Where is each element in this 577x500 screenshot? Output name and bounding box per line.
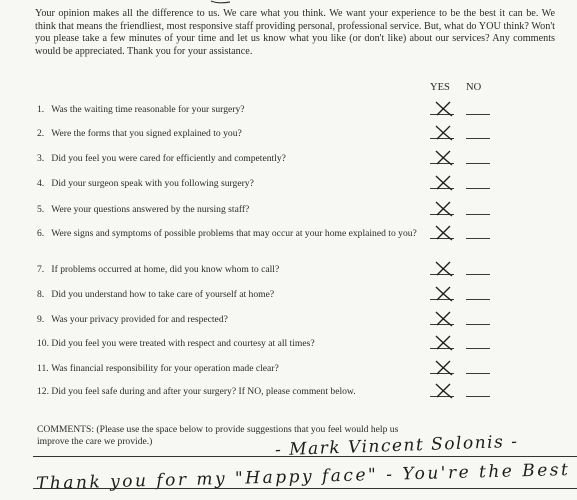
no-answer-blank[interactable] (466, 114, 490, 115)
comments-label: COMMENTS: (Please use the space below to provide suggestions that you feel would help us improve the care we provide.) (37, 424, 399, 447)
question-number: 4. (37, 178, 45, 189)
no-answer-blank[interactable] (466, 188, 490, 189)
question-row (37, 128, 417, 140)
question-row (37, 228, 417, 240)
question-row (37, 153, 417, 165)
x-check-mark (433, 124, 455, 142)
question-row (37, 363, 417, 375)
question-row (37, 289, 417, 301)
x-check-mark (433, 200, 455, 218)
x-check-mark (433, 310, 455, 328)
no-answer-blank[interactable] (466, 396, 490, 397)
question-number: 5. (37, 204, 45, 215)
question-text: Was your privacy provided for and respected? (51, 314, 228, 325)
question-number: 11. (37, 363, 49, 374)
question-row (37, 204, 417, 216)
question-number: 2. (37, 128, 45, 139)
question-number: 3. (37, 153, 45, 164)
question-text: Did you feel you were treated with respect and courtesy at all times? (51, 338, 315, 349)
question-text: Were the forms that you signed explained to you? (51, 128, 242, 139)
question-text: Was financial responsibility for your operation made clear? (51, 363, 279, 374)
no-answer-blank[interactable] (466, 163, 490, 164)
no-answer-blank[interactable] (466, 274, 490, 275)
question-row (37, 264, 417, 276)
question-text: Was the waiting time reasonable for your surgery? (51, 104, 245, 115)
question-number: 8. (37, 289, 45, 300)
question-text: Did your surgeon speak with you following surgery? (51, 178, 254, 189)
question-text: Did you feel you were cared for efficiently and competently? (51, 153, 286, 164)
x-check-mark (433, 382, 455, 400)
question-number: 12. (37, 386, 49, 397)
no-answer-blank[interactable] (466, 238, 490, 239)
question-number: 6. (37, 228, 45, 239)
no-answer-blank[interactable] (466, 214, 490, 215)
question-text: Were your questions answered by the nursing staff? (51, 204, 250, 215)
question-text: If problems occurred at home, did you know whom to call? (51, 264, 280, 275)
no-column-header: NO (466, 82, 482, 93)
x-check-mark (433, 334, 455, 352)
question-text: Were signs and symptoms of possible problems that may occur at your home explained to you? (51, 228, 417, 239)
comment-line-2 (33, 488, 577, 489)
question-number: 7. (37, 264, 45, 275)
no-answer-blank[interactable] (466, 348, 490, 349)
question-row (37, 338, 417, 350)
question-text: Did you understand how to take care of yourself at home? (51, 289, 275, 300)
question-row (37, 386, 417, 398)
handwritten-comment: Thank you for my "Happy face" - You're the Best (35, 460, 571, 494)
x-check-mark (433, 100, 455, 118)
x-check-mark (433, 359, 455, 377)
question-text: Did you feel safe during and after your surgery? If NO, please comment below. (51, 386, 356, 397)
x-check-mark (433, 260, 455, 278)
handwritten-signature: - Mark Vincent Solonis - (274, 431, 519, 461)
no-answer-blank[interactable] (466, 373, 490, 374)
comment-line-1 (33, 456, 577, 457)
question-row (37, 314, 417, 326)
x-check-mark (433, 149, 455, 167)
no-answer-blank[interactable] (466, 299, 490, 300)
x-check-mark (433, 285, 455, 303)
yes-column-header: YES (430, 82, 450, 93)
handwriting-fragment-top (210, 0, 232, 4)
x-check-mark (433, 174, 455, 192)
question-row (37, 104, 417, 116)
no-answer-blank[interactable] (466, 324, 490, 325)
question-number: 10. (37, 338, 49, 349)
no-answer-blank[interactable] (466, 138, 490, 139)
question-row (37, 178, 417, 190)
question-number: 9. (37, 314, 45, 325)
x-check-mark (433, 224, 455, 242)
question-number: 1. (37, 104, 45, 115)
intro-paragraph: Your opinion makes all the difference to us. We care what you think. We want your experience to be the best it can be. We think that means the friendliest, most responsive staff providing personal, professional service. But, what do YOU think? Won't you please take a few minutes of your time and let us know what you like (or don't like) about our services? Any comments would be appreciated. Thank you for your assistance. (35, 8, 555, 57)
